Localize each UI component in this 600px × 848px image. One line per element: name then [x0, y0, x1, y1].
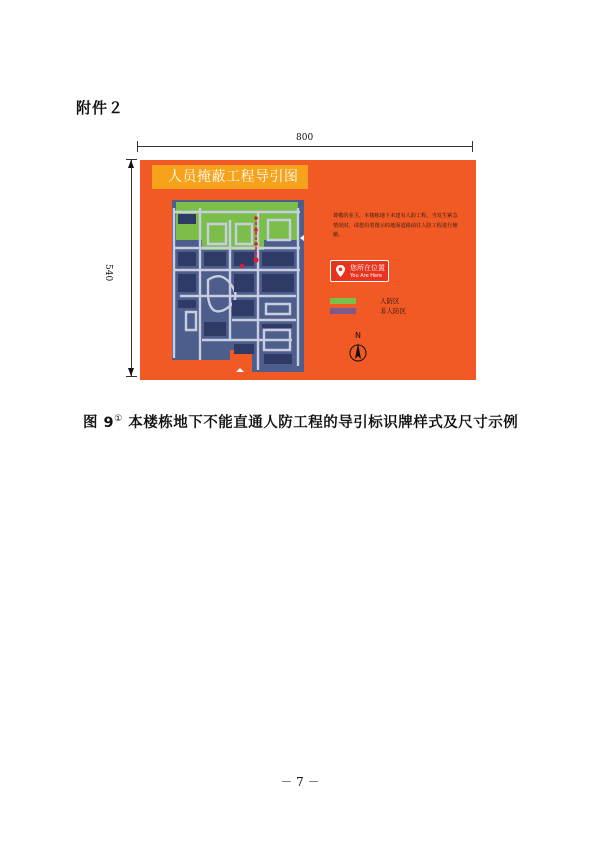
- guide-sign: [140, 160, 476, 380]
- location-pin-icon: [334, 264, 347, 278]
- you-are-here-label-en: You Are Here: [350, 273, 383, 279]
- legend-swatch-non-shelter: [330, 308, 356, 314]
- legend-label-non-shelter: 非人防区: [380, 307, 406, 315]
- height-dimension-label: 540: [103, 264, 113, 282]
- legend-label-shelter: 人防区: [380, 297, 400, 305]
- attachment-title: 附件２: [76, 99, 125, 117]
- figure-title: 本楼栋地下不能直通人防工程的导引标识牌样式及尺寸示例: [128, 415, 519, 431]
- figure-number: 图 9: [83, 415, 115, 431]
- legend-swatch-shelter: [330, 298, 356, 304]
- width-dimension-label: 800: [296, 133, 314, 143]
- figure-footnote-mark: ①: [114, 414, 123, 425]
- page-number: － 7 －: [280, 775, 320, 789]
- north-arrow-icon: [348, 330, 368, 364]
- width-dimension-line: [137, 146, 473, 147]
- compass-label: N: [355, 331, 361, 340]
- sign-title: 人员掩蔽工程导引图: [152, 165, 308, 189]
- height-dimension-line: [131, 160, 132, 376]
- you-are-here-badge: [330, 260, 389, 282]
- notice-text: 尊敬的业主，本楼栋地下未建有人防工程，当发生紧急情况时，请您沿着图示的地面道路前往人防工程进行掩蔽。: [333, 213, 458, 238]
- you-are-here-label-cn: 您所在位置: [350, 264, 385, 272]
- site-map: [172, 200, 304, 372]
- figure-caption: [83, 411, 518, 432]
